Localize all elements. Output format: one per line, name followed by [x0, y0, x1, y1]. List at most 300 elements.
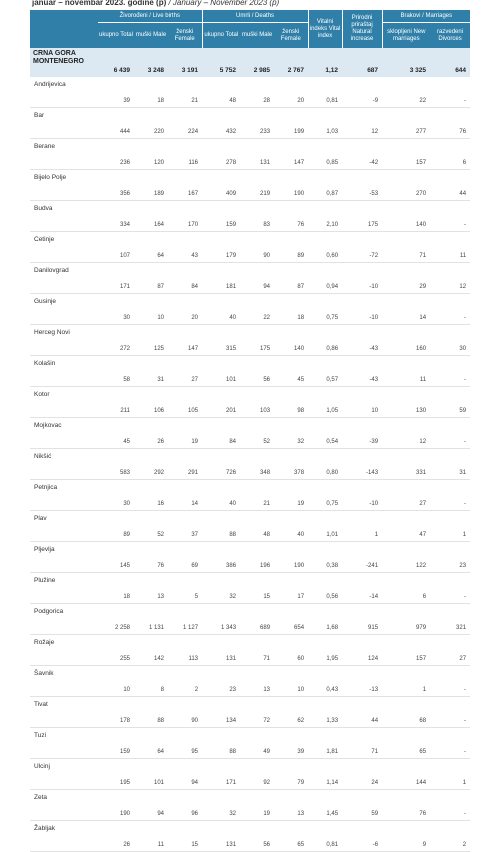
table-cell: 233 — [240, 108, 274, 139]
title-main: januar – novembar 2023. godine (p) — [32, 0, 167, 7]
table-cell: 236 — [98, 139, 134, 170]
municipality-name: Pljevlja — [30, 542, 98, 573]
table-cell: -10 — [342, 263, 382, 294]
table-cell: 56 — [240, 356, 274, 387]
table-cell: 0,43 — [308, 666, 342, 697]
total-row-name: CRNA GORA MONTENEGRO — [30, 48, 98, 77]
table-cell: 30 — [98, 294, 134, 325]
table-cell: 17 — [274, 573, 308, 604]
table-cell: 19 — [274, 480, 308, 511]
table-cell: 79 — [274, 759, 308, 790]
table-cell: 10 — [274, 666, 308, 697]
table-cell: 31 — [430, 449, 470, 480]
table-cell: 103 — [240, 387, 274, 418]
table-row — [30, 821, 470, 852]
municipality-name: Kolašin — [30, 356, 98, 387]
table-cell: 0,87 — [308, 170, 342, 201]
table-cell: 171 — [98, 263, 134, 294]
table-cell: 48 — [240, 511, 274, 542]
municipality-name: Plav — [30, 511, 98, 542]
municipality-name: Gusinje — [30, 294, 98, 325]
table-cell: -39 — [342, 418, 382, 449]
table-cell: 0,86 — [308, 325, 342, 356]
municipality-name: Zeta — [30, 790, 98, 821]
total-cell: 1,12 — [308, 48, 342, 77]
table-cell: 105 — [168, 387, 202, 418]
total-row — [30, 48, 470, 77]
table-cell: - — [430, 666, 470, 697]
table-cell: 64 — [134, 728, 168, 759]
table-cell: 196 — [240, 542, 274, 573]
table-cell: 6 — [382, 573, 430, 604]
table-cell: 23 — [430, 542, 470, 573]
table-row — [30, 387, 470, 418]
table-cell: 0,80 — [308, 449, 342, 480]
table-cell: -43 — [342, 356, 382, 387]
table-cell: 12 — [342, 108, 382, 139]
table-cell: 1 — [430, 759, 470, 790]
table-cell: 6 — [430, 139, 470, 170]
table-cell: 90 — [240, 232, 274, 263]
table-cell: 1,14 — [308, 759, 342, 790]
table-row — [30, 542, 470, 573]
table-cell: 84 — [168, 263, 202, 294]
table-cell: 0,56 — [308, 573, 342, 604]
table-cell: 92 — [240, 759, 274, 790]
table-cell: 96 — [168, 790, 202, 821]
corner-header-cell — [30, 10, 98, 48]
table-cell: 89 — [98, 511, 134, 542]
table-cell: 16 — [134, 480, 168, 511]
table-cell: 90 — [168, 697, 202, 728]
table-row — [30, 77, 470, 108]
table-cell: 45 — [274, 356, 308, 387]
table-cell: 1,01 — [308, 511, 342, 542]
municipality-name: Tuzi — [30, 728, 98, 759]
table-cell: 444 — [98, 108, 134, 139]
table-cell: 76 — [134, 542, 168, 573]
table-cell: 39 — [98, 77, 134, 108]
table-cell: 26 — [98, 821, 134, 852]
municipality-name: Rožaje — [30, 635, 98, 666]
table-cell: 1 131 — [134, 604, 168, 635]
table-cell: 65 — [274, 821, 308, 852]
table-cell: 13 — [240, 666, 274, 697]
table-cell: 24 — [342, 759, 382, 790]
table-cell: 8 — [134, 666, 168, 697]
total-cell: 2 767 — [274, 48, 308, 77]
table-cell: 32 — [274, 418, 308, 449]
table-cell: 95 — [168, 728, 202, 759]
table-cell: 144 — [382, 759, 430, 790]
table-cell: 178 — [98, 697, 134, 728]
table-cell: 60 — [274, 635, 308, 666]
table-cell: 62 — [274, 697, 308, 728]
table-cell: 18 — [274, 294, 308, 325]
table-cell: 140 — [382, 201, 430, 232]
table-cell: 175 — [342, 201, 382, 232]
table-row — [30, 573, 470, 604]
table-cell: 13 — [134, 573, 168, 604]
municipality-name: Šavnik — [30, 666, 98, 697]
table-cell: 1,03 — [308, 108, 342, 139]
table-cell: 164 — [134, 201, 168, 232]
table-cell: 58 — [98, 356, 134, 387]
table-cell: 32 — [202, 573, 240, 604]
table-cell: 1 — [430, 511, 470, 542]
group-live-births: Živorođeni / Live births — [98, 10, 202, 23]
table-cell: 2 — [168, 666, 202, 697]
table-cell: 195 — [98, 759, 134, 790]
table-cell: 20 — [274, 77, 308, 108]
table-cell: 125 — [134, 325, 168, 356]
table-cell: 654 — [274, 604, 308, 635]
table-row — [30, 294, 470, 325]
table-cell: 979 — [382, 604, 430, 635]
table-cell: 76 — [274, 201, 308, 232]
table-cell: 0,75 — [308, 294, 342, 325]
table-cell: 224 — [168, 108, 202, 139]
table-cell: 1,95 — [308, 635, 342, 666]
table-cell: 5 — [168, 573, 202, 604]
table-cell: 1 343 — [202, 604, 240, 635]
municipality-name: Nikšić — [30, 449, 98, 480]
table-cell: - — [430, 77, 470, 108]
table-cell: 26 — [134, 418, 168, 449]
table-cell: -53 — [342, 170, 382, 201]
table-cell: 0,38 — [308, 542, 342, 573]
table-cell: 94 — [240, 263, 274, 294]
municipality-name: Plužine — [30, 573, 98, 604]
table-cell: 88 — [134, 697, 168, 728]
table-cell: 52 — [134, 511, 168, 542]
table-cell: 72 — [240, 697, 274, 728]
municipality-name: Budva — [30, 201, 98, 232]
table-cell: 71 — [382, 232, 430, 263]
table-cell: 2,10 — [308, 201, 342, 232]
table-cell: - — [430, 294, 470, 325]
table-cell: - — [430, 573, 470, 604]
table-cell: 27 — [382, 480, 430, 511]
table-cell: 124 — [342, 635, 382, 666]
table-cell: 0,57 — [308, 356, 342, 387]
table-cell: 94 — [134, 790, 168, 821]
table-cell: - — [430, 697, 470, 728]
table-cell: -72 — [342, 232, 382, 263]
table-cell: 14 — [382, 294, 430, 325]
table-cell: 409 — [202, 170, 240, 201]
table-cell: 378 — [274, 449, 308, 480]
table-cell: 59 — [430, 387, 470, 418]
table-cell: 106 — [134, 387, 168, 418]
municipality-name: Andrijevica — [30, 77, 98, 108]
table-row — [30, 139, 470, 170]
table-cell: 56 — [240, 821, 274, 852]
table-cell: 1 — [382, 666, 430, 697]
table-cell: 190 — [98, 790, 134, 821]
table-cell: 40 — [202, 294, 240, 325]
table-cell: 2 258 — [98, 604, 134, 635]
total-cell: 2 985 — [240, 48, 274, 77]
table-cell: 321 — [430, 604, 470, 635]
table-cell: 71 — [342, 728, 382, 759]
header-deaths-male: muški Male — [240, 23, 274, 49]
table-cell: 157 — [382, 635, 430, 666]
table-cell: -241 — [342, 542, 382, 573]
table-cell: 190 — [274, 542, 308, 573]
table-cell: 915 — [342, 604, 382, 635]
table-cell: 190 — [274, 170, 308, 201]
table-cell: 94 — [168, 759, 202, 790]
table-row — [30, 759, 470, 790]
table-cell: 76 — [430, 108, 470, 139]
table-cell: 29 — [382, 263, 430, 294]
table-row — [30, 356, 470, 387]
table-cell: 10 — [98, 666, 134, 697]
table-cell: 11 — [134, 821, 168, 852]
table-cell: 171 — [202, 759, 240, 790]
table-cell: -42 — [342, 139, 382, 170]
table-row — [30, 170, 470, 201]
group-marriages: Brakovi / Marriages — [382, 10, 470, 23]
municipality-name: Ulcinj — [30, 759, 98, 790]
table-cell: 15 — [168, 821, 202, 852]
table-cell: 49 — [240, 728, 274, 759]
table-cell: 140 — [274, 325, 308, 356]
statistics-table — [30, 10, 470, 852]
table-row — [30, 232, 470, 263]
table-cell: 277 — [382, 108, 430, 139]
table-row — [30, 697, 470, 728]
table-cell: 19 — [240, 790, 274, 821]
table-cell: 40 — [274, 511, 308, 542]
table-cell: 10 — [134, 294, 168, 325]
table-row — [30, 201, 470, 232]
table-title — [32, 0, 279, 7]
table-cell: 0,81 — [308, 77, 342, 108]
table-cell: 83 — [240, 201, 274, 232]
table-cell: 134 — [202, 697, 240, 728]
table-cell: 1,81 — [308, 728, 342, 759]
table-cell: 1 — [342, 511, 382, 542]
table-cell: -43 — [342, 325, 382, 356]
table-cell: 131 — [202, 821, 240, 852]
table-row — [30, 263, 470, 294]
table-cell: 0,75 — [308, 480, 342, 511]
table-cell: 1 127 — [168, 604, 202, 635]
table-cell: 356 — [98, 170, 134, 201]
table-row — [30, 790, 470, 821]
table-cell: 113 — [168, 635, 202, 666]
table-row — [30, 325, 470, 356]
group-deaths: Umrli / Deaths — [202, 10, 308, 23]
municipality-name: Cetinje — [30, 232, 98, 263]
table-cell: 44 — [342, 697, 382, 728]
table-cell: 726 — [202, 449, 240, 480]
table-cell: 0,81 — [308, 821, 342, 852]
table-cell: 167 — [168, 170, 202, 201]
table-cell: 27 — [168, 356, 202, 387]
table-cell: -10 — [342, 294, 382, 325]
table-cell: 331 — [382, 449, 430, 480]
table-cell: 159 — [98, 728, 134, 759]
table-cell: 43 — [168, 232, 202, 263]
table-cell: 334 — [98, 201, 134, 232]
table-row — [30, 108, 470, 139]
table-cell: 39 — [274, 728, 308, 759]
table-cell: 12 — [430, 263, 470, 294]
group-header-row — [30, 10, 470, 23]
table-cell: 145 — [98, 542, 134, 573]
table-row — [30, 728, 470, 759]
header-new-marriages: sklopljeni New marriages — [382, 23, 430, 49]
table-cell: -9 — [342, 77, 382, 108]
table-cell: -6 — [342, 821, 382, 852]
table-cell: 52 — [240, 418, 274, 449]
table-cell: 101 — [202, 356, 240, 387]
table-cell: 116 — [168, 139, 202, 170]
table-cell: 386 — [202, 542, 240, 573]
municipality-name: Bijelo Polje — [30, 170, 98, 201]
total-cell: 3 248 — [134, 48, 168, 77]
table-cell: 220 — [134, 108, 168, 139]
table-cell: 69 — [168, 542, 202, 573]
table-cell: 88 — [202, 728, 240, 759]
table-cell: 131 — [240, 139, 274, 170]
table-cell: 0,60 — [308, 232, 342, 263]
municipality-name: Herceg Novi — [30, 325, 98, 356]
table-row — [30, 480, 470, 511]
table-row — [30, 604, 470, 635]
table-cell: 147 — [168, 325, 202, 356]
table-cell: 19 — [168, 418, 202, 449]
total-cell: 3 191 — [168, 48, 202, 77]
total-cell: 687 — [342, 48, 382, 77]
table-cell: 31 — [134, 356, 168, 387]
table-cell: 12 — [382, 418, 430, 449]
table-cell: 59 — [342, 790, 382, 821]
table-cell: 179 — [202, 232, 240, 263]
table-cell: 1,33 — [308, 697, 342, 728]
table-cell: 272 — [98, 325, 134, 356]
table-cell: 199 — [274, 108, 308, 139]
title-sub: / January – November 2023 (p) — [166, 0, 280, 7]
table-cell: 13 — [274, 790, 308, 821]
table-cell: -14 — [342, 573, 382, 604]
municipality-name: Kotor — [30, 387, 98, 418]
table-cell: 9 — [382, 821, 430, 852]
table-cell: 88 — [202, 511, 240, 542]
table-cell: 131 — [202, 635, 240, 666]
total-cell: 3 325 — [382, 48, 430, 77]
table-cell: - — [430, 790, 470, 821]
table-cell: 157 — [382, 139, 430, 170]
table-cell: 142 — [134, 635, 168, 666]
table-cell: 98 — [274, 387, 308, 418]
table-cell: 15 — [240, 573, 274, 604]
municipality-name: Mojkovac — [30, 418, 98, 449]
table-cell: 175 — [240, 325, 274, 356]
table-cell: 0,54 — [308, 418, 342, 449]
table-cell: 0,94 — [308, 263, 342, 294]
total-cell: 6 439 — [98, 48, 134, 77]
table-cell: 20 — [168, 294, 202, 325]
table-cell: 47 — [382, 511, 430, 542]
table-cell: 292 — [134, 449, 168, 480]
municipality-name: Danilovgrad — [30, 263, 98, 294]
table-cell: 201 — [202, 387, 240, 418]
table-cell: 147 — [274, 139, 308, 170]
table-cell: 120 — [134, 139, 168, 170]
table-cell: 44 — [430, 170, 470, 201]
header-births-male: muški Male — [134, 23, 168, 49]
table-body — [30, 48, 470, 852]
table-cell: 21 — [240, 480, 274, 511]
table-cell: 189 — [134, 170, 168, 201]
header-deaths-total: ukupno Total — [202, 23, 240, 49]
table-cell: 18 — [98, 573, 134, 604]
group-vital-index: Vitalni indeks Vital index — [308, 10, 342, 48]
table-cell: -143 — [342, 449, 382, 480]
table-cell: - — [430, 356, 470, 387]
table-cell: - — [430, 728, 470, 759]
header-divorces: razvedeni Divorces — [430, 23, 470, 49]
table-row — [30, 511, 470, 542]
table-cell: 101 — [134, 759, 168, 790]
table-cell: 1,05 — [308, 387, 342, 418]
table-cell: 65 — [382, 728, 430, 759]
table-row — [30, 635, 470, 666]
municipality-name: Berane — [30, 139, 98, 170]
table-cell: - — [430, 480, 470, 511]
table-cell: 107 — [98, 232, 134, 263]
table-cell: 30 — [98, 480, 134, 511]
table-cell: 315 — [202, 325, 240, 356]
table-cell: 68 — [382, 697, 430, 728]
table-cell: 87 — [134, 263, 168, 294]
municipality-name: Tivat — [30, 697, 98, 728]
table-cell: 89 — [274, 232, 308, 263]
table-cell: 122 — [382, 542, 430, 573]
table-cell: 14 — [168, 480, 202, 511]
municipality-name: Žabljak — [30, 821, 98, 852]
group-natural-increase: Prirodni priraštaj Natural increase — [342, 10, 382, 48]
table-cell: 84 — [202, 418, 240, 449]
municipality-name: Bar — [30, 108, 98, 139]
table-cell: 159 — [202, 201, 240, 232]
table-cell: 45 — [98, 418, 134, 449]
table-cell: 64 — [134, 232, 168, 263]
total-cell: 5 752 — [202, 48, 240, 77]
table-cell: 11 — [430, 232, 470, 263]
table-row — [30, 449, 470, 480]
table-cell: 1,68 — [308, 604, 342, 635]
table-cell: 48 — [202, 77, 240, 108]
table-cell: 18 — [134, 77, 168, 108]
table-cell: 22 — [240, 294, 274, 325]
table-cell: 10 — [342, 387, 382, 418]
table-cell: 278 — [202, 139, 240, 170]
table-cell: 22 — [382, 77, 430, 108]
table-cell: 23 — [202, 666, 240, 697]
table-cell: 37 — [168, 511, 202, 542]
table-cell: -10 — [342, 480, 382, 511]
table-cell: - — [430, 418, 470, 449]
table-cell: 211 — [98, 387, 134, 418]
table-row — [30, 418, 470, 449]
header-births-total: ukupno Total — [98, 23, 134, 49]
table-cell: 291 — [168, 449, 202, 480]
